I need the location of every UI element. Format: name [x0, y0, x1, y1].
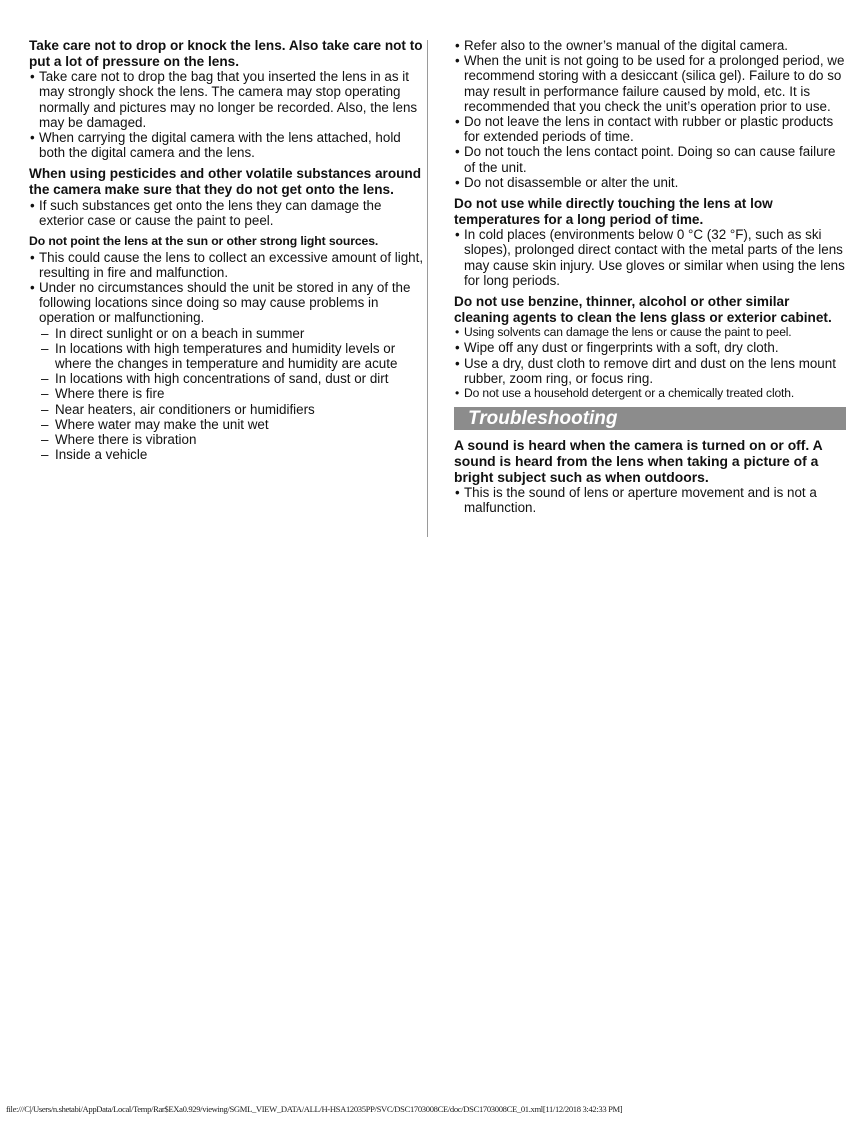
list-item: • Wipe off any dust or fingerprints with a soft, dry cloth.: [454, 340, 846, 355]
list-cleaning: [454, 325, 846, 401]
list-item: • When the unit is not going to be used for a prolonged period, we recommend storing with a desiccant (silica gel). Failure to do so may result in performance failure caused by mold, etc. It is recommended that you check the unit’s operation prior to use.: [454, 53, 846, 114]
list-handle-with-care: [29, 69, 427, 160]
heading-cleaning: Do not use benzine, thinner, alcohol or other similar cleaning agents to clean the lens glass or exterior cabinet.: [454, 294, 832, 325]
list-item: • Under no circumstances should the unit be stored in any of the following locations since doing so may cause problems in operation or malfunctioning.: [29, 280, 427, 326]
heading-sun: Do not point the lens at the sun or other strong light sources.: [29, 234, 379, 248]
list-item: • Using solvents can damage the lens or cause the paint to peel.: [454, 325, 846, 340]
list-subitem: – In direct sunlight or on a beach in summer: [29, 326, 427, 341]
heading-low-temperature: Do not use while directly touching the lens at low temperatures for a long period of time.: [454, 196, 773, 227]
list-low-temperature: [454, 227, 846, 288]
list-item: • Use a dry, dust cloth to remove dirt and dust on the lens mount rubber, zoom ring, or focus ring.: [454, 356, 846, 386]
column-divider: [427, 40, 428, 537]
list-item: • This is the sound of lens or aperture movement and is not a malfunction.: [454, 485, 846, 515]
list-item: • Do not use a household detergent or a chemically treated cloth.: [454, 386, 846, 401]
list-subitem: – In locations with high concentrations of sand, dust or dirt: [29, 371, 427, 386]
list-general-notes: [454, 38, 846, 190]
list-subitem: – Inside a vehicle: [29, 447, 427, 462]
list-item: • Do not touch the lens contact point. Doing so can cause failure of the unit.: [454, 144, 846, 174]
list-item: • This could cause the lens to collect an excessive amount of light, resulting in fire and malfunction.: [29, 250, 427, 280]
list-item: • Refer also to the owner’s manual of the digital camera.: [454, 38, 846, 53]
right-column: [454, 38, 846, 516]
list-item: • Take care not to drop the bag that you inserted the lens in as it may strongly shock the lens. The camera may stop operating normally and pictures may no longer be recorded. Also, the lens may be damaged.: [29, 69, 427, 130]
list-subitem: – Where water may make the unit wet: [29, 417, 427, 432]
list-sun: [29, 250, 427, 463]
heading-sound: A sound is heard when the camera is turned on or off. A sound is heard from the lens when taking a picture of a bright subject such as when outdoors.: [454, 437, 823, 486]
troubleshooting-banner: Troubleshooting: [454, 407, 846, 430]
heading-pesticides: When using pesticides and other volatile substances around the camera make sure that they do not get onto the lens.: [29, 166, 422, 197]
list-item: • In cold places (environments below 0 °C (32 °F), such as ski slopes), prolonged direct contact with the metal parts of the lens may cause skin injury. Use gloves or similar when using the lens for long periods.: [454, 227, 846, 288]
left-column: [29, 38, 427, 462]
heading-handle-with-care: Take care not to drop or knock the lens. Also take care not to put a lot of pressure on the lens.: [29, 38, 423, 69]
list-subitem: – In locations with high temperatures and humidity levels or where the changes in temperature and humidity are acute: [29, 341, 427, 371]
list-item: • Do not disassemble or alter the unit.: [454, 175, 846, 190]
list-subitem: – Near heaters, air conditioners or humidifiers: [29, 402, 427, 417]
list-sound: [454, 485, 846, 515]
list-subitem: – Where there is vibration: [29, 432, 427, 447]
list-item: • Do not leave the lens in contact with rubber or plastic products for extended periods of time.: [454, 114, 846, 144]
list-subitem: – Where there is fire: [29, 386, 427, 401]
file-path-footer: file:///C|/Users/n.shetabi/AppData/Local/Temp/Rar$EXa0.929/viewing/SGML_VIEW_DATA/ALL/H-HSA12035PP/SVC/DSC1703008CE/doc/DSC1703008CE_01.xml[11/12/2018 3:42:33 PM]: [6, 1104, 623, 1114]
list-pesticides: [29, 198, 427, 228]
list-item: • When carrying the digital camera with the lens attached, hold both the digital camera and the lens.: [29, 130, 427, 160]
list-item: • If such substances get onto the lens they can damage the exterior case or cause the paint to peel.: [29, 198, 427, 228]
